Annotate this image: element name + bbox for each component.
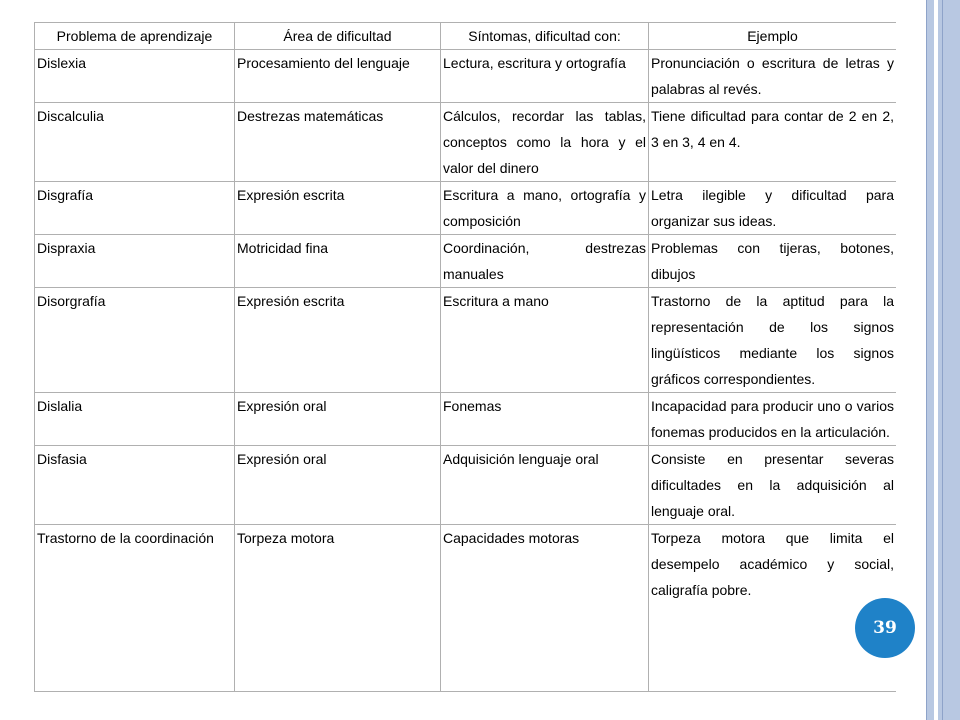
cell-area: Expresión escrita: [235, 288, 441, 393]
header-area: Área de dificultad: [235, 23, 441, 50]
page-number: 39: [873, 618, 897, 638]
cell-symptoms: Coordinación, destrezas manuales: [441, 235, 649, 288]
cell-problem: Disfasia: [35, 446, 235, 525]
table-row: [35, 525, 897, 692]
cell-problem: Disorgrafía: [35, 288, 235, 393]
page-number-badge: [855, 598, 915, 658]
cell-problem: Disgrafía: [35, 182, 235, 235]
cell-area: Expresión oral: [235, 393, 441, 446]
cell-problem: Dislexia: [35, 50, 235, 103]
cell-example: Trastorno de la aptitud para la representación de los signos lingüísticos mediante los signos gráficos correspondientes.: [649, 288, 897, 393]
cell-example: Consiste en presentar severas dificultades en la adquisición al lenguaje oral.: [649, 446, 897, 525]
table-row: [35, 393, 897, 446]
table-row: [35, 182, 897, 235]
cell-problem: Discalculia: [35, 103, 235, 182]
header-problem: Problema de aprendizaje: [35, 23, 235, 50]
table-row: [35, 446, 897, 525]
cell-problem: Dislalia: [35, 393, 235, 446]
cell-symptoms: Cálculos, recordar las tablas, conceptos como la hora y el valor del dinero: [441, 103, 649, 182]
header-example: Ejemplo: [649, 23, 897, 50]
cell-example: Letra ilegible y dificultad para organizar sus ideas.: [649, 182, 897, 235]
cell-area: Destrezas matemáticas: [235, 103, 441, 182]
table-row: [35, 288, 897, 393]
cell-symptoms: Fonemas: [441, 393, 649, 446]
slide-content: [34, 22, 896, 720]
table-row: [35, 103, 897, 182]
side-decoration-line: [926, 0, 927, 720]
side-decoration-line: [942, 0, 943, 720]
side-decoration-band: [926, 0, 934, 720]
table-row: [35, 50, 897, 103]
cell-example: Pronunciación o escritura de letras y palabras al revés.: [649, 50, 897, 103]
cell-problem: Dispraxia: [35, 235, 235, 288]
table-header-row: [35, 23, 897, 50]
cell-symptoms: Adquisición lenguaje oral: [441, 446, 649, 525]
cell-problem: Trastorno de la coordinación: [35, 525, 235, 692]
cell-area: Motricidad fina: [235, 235, 441, 288]
cell-example: Incapacidad para producir uno o varios fonemas producidos en la articulación.: [649, 393, 897, 446]
cell-area: Expresión escrita: [235, 182, 441, 235]
cell-example: Tiene dificultad para contar de 2 en 2, 3 en 3, 4 en 4.: [649, 103, 897, 182]
table-row: [35, 235, 897, 288]
cell-area: Expresión oral: [235, 446, 441, 525]
cell-symptoms: Capacidades motoras: [441, 525, 649, 692]
cell-area: Procesamiento del lenguaje: [235, 50, 441, 103]
cell-symptoms: Lectura, escritura y ortografía: [441, 50, 649, 103]
header-symptoms: Síntomas, dificultad con:: [441, 23, 649, 50]
cell-area: Torpeza motora: [235, 525, 441, 692]
learning-problems-table: [34, 22, 896, 692]
cell-symptoms: Escritura a mano, ortografía y composición: [441, 182, 649, 235]
cell-example: Problemas con tijeras, botones, dibujos: [649, 235, 897, 288]
cell-symptoms: Escritura a mano: [441, 288, 649, 393]
cell-example: Torpeza motora que limita el desempelo académico y social, caligrafía pobre.: [649, 525, 897, 692]
